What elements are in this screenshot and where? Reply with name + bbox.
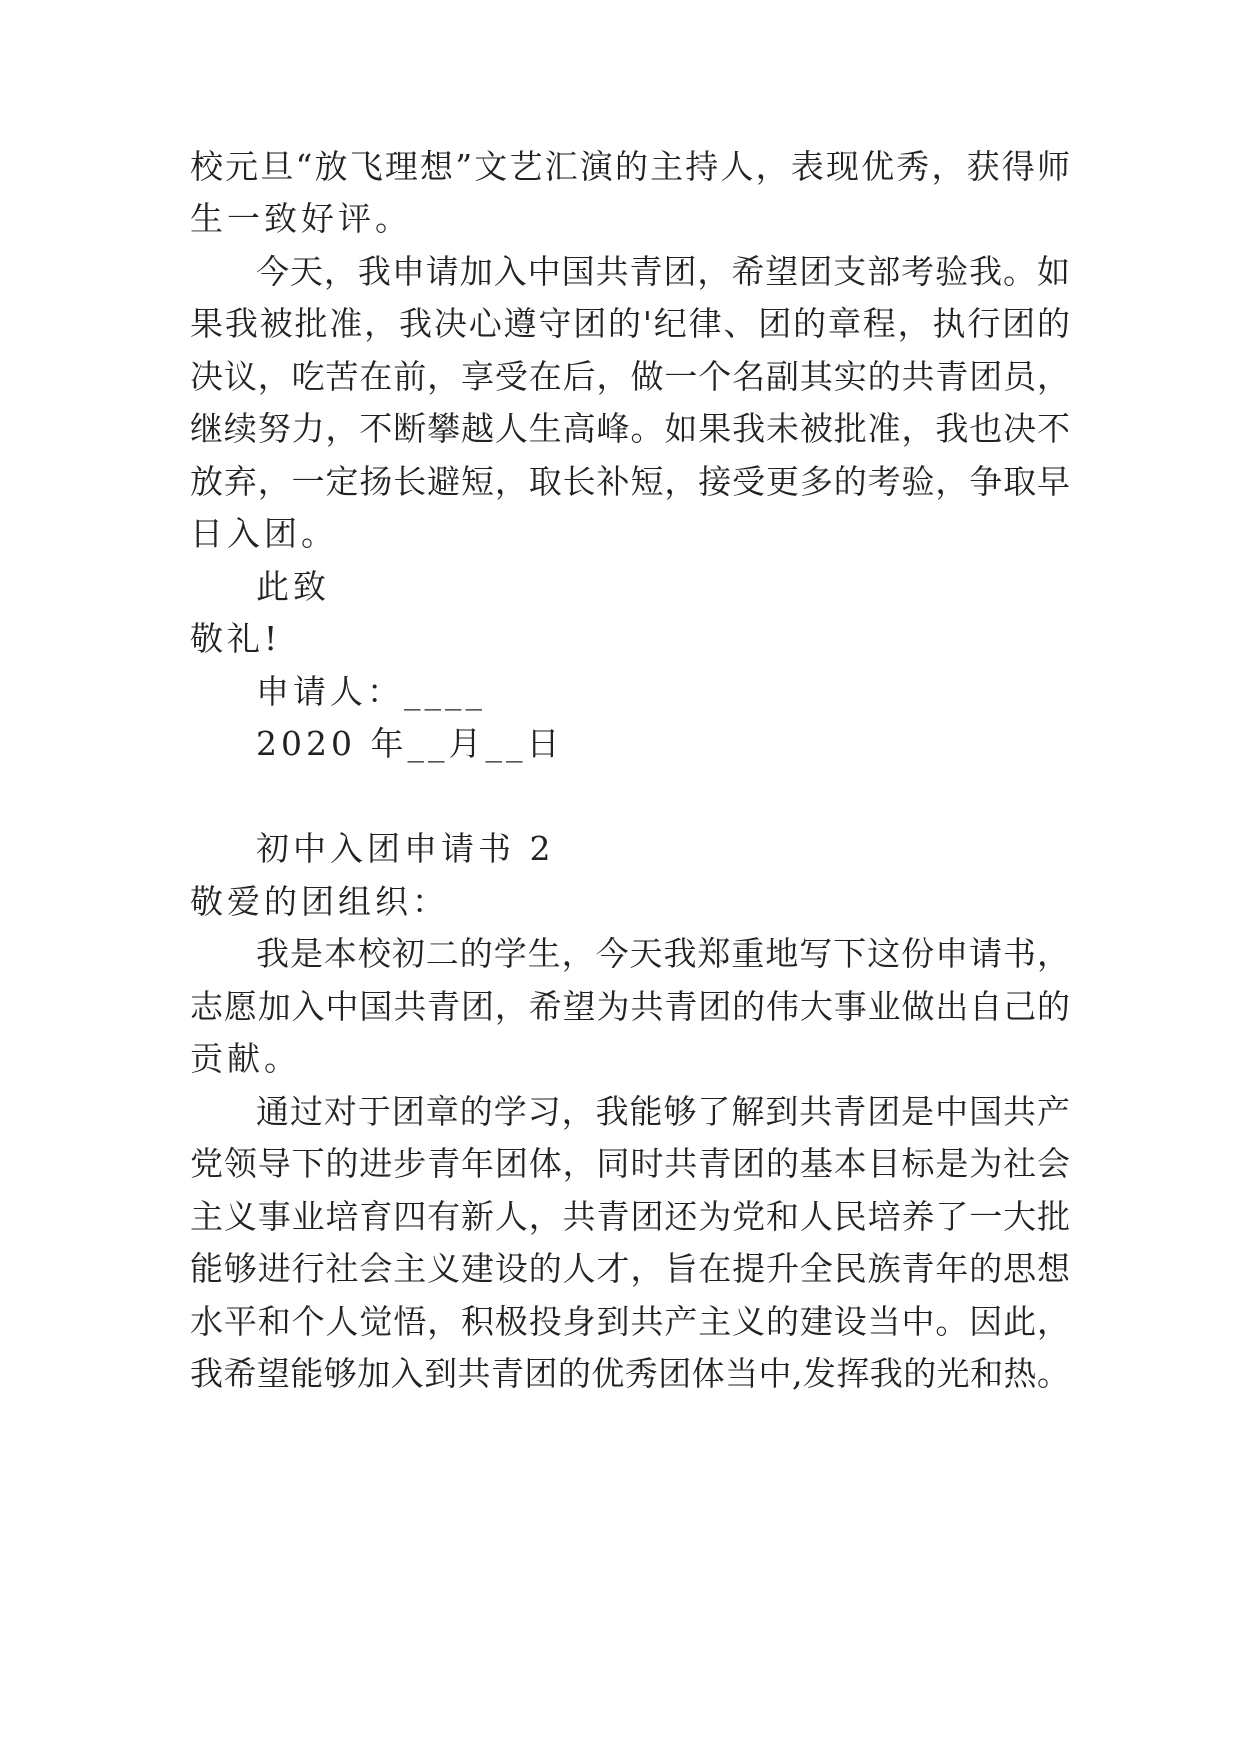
text-line-8: 日入团。 (190, 514, 338, 553)
text-line-18: 通过对于团章的学习，我能够了解到共青团是中国共产 (256, 1092, 1070, 1131)
text-line-7: 放弃，一定扬长避短，取长补短，接受更多的考验，争取早 (190, 462, 1070, 501)
letter-greeting: 敬爱的团组织： (190, 882, 449, 921)
date-line: 2020 年__月__日 (256, 724, 564, 763)
text-line-15: 我是本校初二的学生，今天我郑重地写下这份申请书， (256, 934, 1070, 973)
text-line-6: 继续努力，不断攀越人生高峰。如果我未被批准，我也决不 (190, 409, 1070, 448)
section-title: 初中入团申请书 2 (256, 829, 555, 868)
text-line-16: 志愿加入中国共青团，希望为共青团的伟大事业做出自己的 (190, 987, 1070, 1026)
text-line-2: 生一致好评。 (190, 199, 412, 238)
text-line-5: 决议，吃苦在前，享受在后，做一个名副其实的共青团员， (190, 357, 1070, 396)
text-line-23: 我希望能够加入到共青团的优秀团体当中,发挥我的光和热。 (190, 1354, 1070, 1393)
text-line-22: 水平和个人觉悟，积极投身到共产主义的建设当中。因此， (190, 1302, 1070, 1341)
closing-regards: 敬礼! (190, 619, 282, 658)
text-line-19: 党领导下的进步青年团体，同时共青团的基本目标是为社会 (190, 1144, 1070, 1183)
text-line-4: 果我被批准，我决心遵守团的'纪律、团的章程，执行团的 (190, 304, 1070, 343)
text-line-3: 今天，我申请加入中国共青团，希望团支部考验我。如 (256, 252, 1070, 291)
text-line-20: 主义事业培育四有新人，共青团还为党和人民培养了一大批 (190, 1197, 1070, 1236)
text-line-17: 贡献。 (190, 1039, 301, 1078)
text-line-21: 能够进行社会主义建设的人才，旨在提升全民族青年的思想 (190, 1249, 1070, 1288)
applicant-signature-line: 申请人：____ (256, 672, 486, 711)
text-line-1: 校元旦“放飞理想”文艺汇演的主持人，表现优秀，获得师 (190, 147, 1070, 186)
closing-salutation: 此致 (256, 567, 330, 606)
